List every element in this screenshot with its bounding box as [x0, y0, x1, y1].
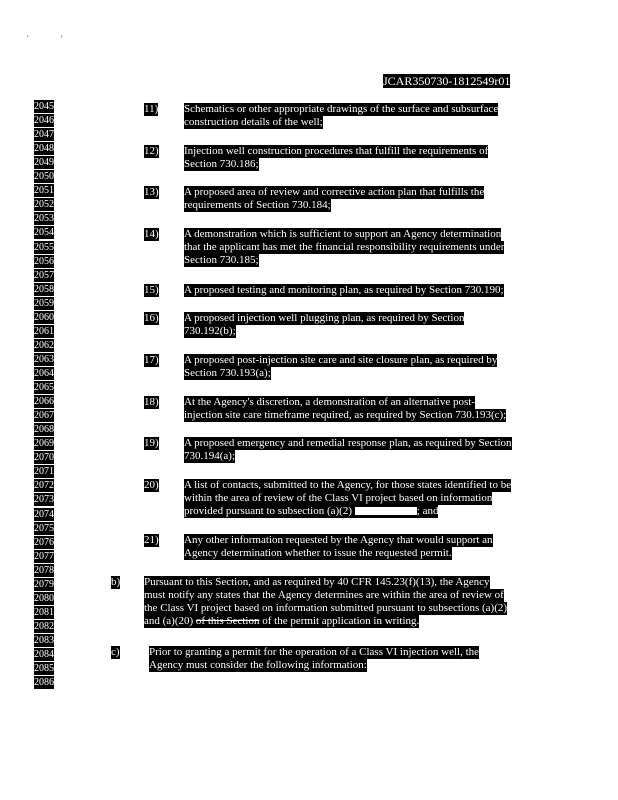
item-number: 18) — [144, 396, 159, 408]
item-text-line: A proposed post-injection site care and site closure plan, as required by — [184, 354, 498, 366]
scan-mark-right: ' — [61, 34, 63, 44]
item-text-line: Any other information requested by the Agency that would support an — [184, 534, 493, 546]
line-number: 2058 — [34, 283, 54, 295]
line-number: 2079 — [34, 578, 54, 590]
line-number: 2077 — [34, 550, 54, 562]
subsection-text-line: Prior to granting a permit for the operation of a Class VI injection well, the — [149, 646, 480, 658]
line-number: 2046 — [34, 115, 54, 126]
line-number: 2070 — [34, 452, 54, 464]
item-text-line: requirements of Section 730.184; — [184, 199, 331, 211]
item-text-line: that the applicant has met the financial responsibility requirements under — [184, 241, 505, 253]
line-number: 2059 — [34, 297, 54, 309]
subsection-text-line: the Class VI project based on information submitted pursuant to subsections (a)(2) — [144, 602, 508, 614]
line-number: 2050 — [34, 171, 54, 183]
subsection-label: c) — [111, 646, 120, 658]
item-text-line: Agency determination whether to issue the requested permit. — [184, 547, 452, 559]
line-number: 2067 — [34, 410, 54, 422]
item-text-line: Section 730.185; — [184, 254, 259, 266]
line-number: 2049 — [34, 157, 54, 169]
line-number: 2073 — [34, 494, 54, 506]
subsection-text-segment: of the permit application in writing. — [262, 615, 420, 627]
item-text-line: A proposed testing and monitoring plan, as required by Section 730.190; — [184, 284, 504, 296]
line-number: 2083 — [34, 634, 54, 646]
line-number: 2051 — [34, 185, 54, 197]
item-number: 19) — [144, 437, 159, 449]
line-number: 2048 — [34, 143, 54, 155]
line-number: 2047 — [34, 129, 54, 141]
line-number: 2065 — [34, 382, 54, 393]
item-number: 15) — [144, 284, 159, 296]
item-number: 12) — [144, 145, 159, 157]
item-text-line: Injection well construction procedures that fulfill the requirements of — [184, 145, 489, 157]
struck-text: of this Section — [195, 615, 260, 627]
line-number: 2076 — [34, 536, 54, 548]
item-number: 17) — [144, 354, 159, 366]
scan-mark-left: ' — [27, 34, 29, 44]
item-text-segment: ; and — [416, 505, 439, 517]
line-number: 2063 — [34, 353, 54, 365]
subsection-text-line — [144, 615, 419, 628]
item-number: 11) — [144, 103, 159, 115]
item-text-line: Section 730.186; — [184, 158, 259, 170]
subsection-text-line: must notify any states that the Agency determines are within the area of review of — [144, 589, 504, 601]
subsection-text-line: Agency must consider the following information: — [149, 659, 367, 671]
item-text-line: A demonstration which is sufficient to support an Agency determination — [184, 228, 502, 240]
item-text-line: Schematics or other appropriate drawings of the surface and subsurface — [184, 103, 499, 115]
item-text-line: construction details of the well; — [184, 116, 323, 128]
item-text-line: 730.192(b); — [184, 325, 236, 337]
line-number: 2074 — [34, 508, 54, 520]
item-number: 16) — [144, 312, 159, 324]
line-number: 2080 — [34, 592, 54, 604]
item-text-line: A proposed emergency and remedial response plan, as required by Section — [184, 437, 512, 449]
line-number: 2060 — [34, 311, 54, 323]
item-text-segment: provided pursuant to subsection (a)(2) — [184, 505, 353, 517]
line-number: 2069 — [34, 438, 54, 450]
line-number: 2081 — [34, 606, 54, 618]
line-number: 2082 — [34, 620, 54, 632]
subsection-label: b) — [111, 576, 121, 588]
line-number: 2045 — [34, 101, 54, 112]
line-number: 2078 — [34, 564, 54, 576]
item-number: 13) — [144, 186, 159, 198]
line-number: 2084 — [34, 649, 54, 660]
line-number: 2072 — [34, 480, 54, 492]
line-number: 2052 — [34, 199, 54, 211]
item-text-line: 730.194(a); — [184, 450, 236, 462]
line-number: 2057 — [34, 269, 54, 281]
item-text-line: A proposed injection well plugging plan, as required by Section — [184, 312, 465, 324]
line-number: 2062 — [34, 339, 54, 351]
line-number: 2086 — [34, 677, 54, 689]
subsection-text-line: Pursuant to this Section, and as required by 40 CFR 145.23(f)(13), the Agency — [144, 576, 490, 588]
item-text-line — [184, 505, 438, 518]
line-number: 2056 — [34, 255, 54, 267]
line-number: 2054 — [34, 227, 54, 239]
item-number: 21) — [144, 534, 159, 546]
item-text-line: injection site care timeframe required, as required by Section 730.193(c); — [184, 409, 507, 421]
item-text-line: At the Agency's discretion, a demonstration of an alternative post- — [184, 396, 475, 408]
line-number: 2055 — [34, 241, 54, 253]
line-number: 2085 — [34, 663, 54, 674]
item-text-line: within the area of review of the Class VI project based on information — [184, 492, 493, 504]
item-number: 20) — [144, 479, 159, 491]
line-number: 2071 — [34, 466, 54, 478]
line-number: 2066 — [34, 396, 54, 408]
item-number: 14) — [144, 228, 159, 240]
redaction-mark — [355, 507, 417, 515]
item-text-line: A proposed area of review and corrective action plan that fulfills the — [184, 186, 485, 198]
line-number: 2053 — [34, 213, 54, 225]
item-text-line: Section 730.193(a); — [184, 367, 271, 379]
line-number: 2068 — [34, 424, 54, 436]
line-number: 2061 — [34, 325, 54, 337]
subsection-text-segment: and (a)(20) — [144, 615, 194, 627]
line-number: 2064 — [34, 367, 54, 379]
item-text-line: A list of contacts, submitted to the Agency, for those states identified to be — [184, 479, 512, 491]
document-code: JCAR350730-1812549r01 — [383, 74, 511, 88]
line-number: 2075 — [34, 522, 54, 534]
